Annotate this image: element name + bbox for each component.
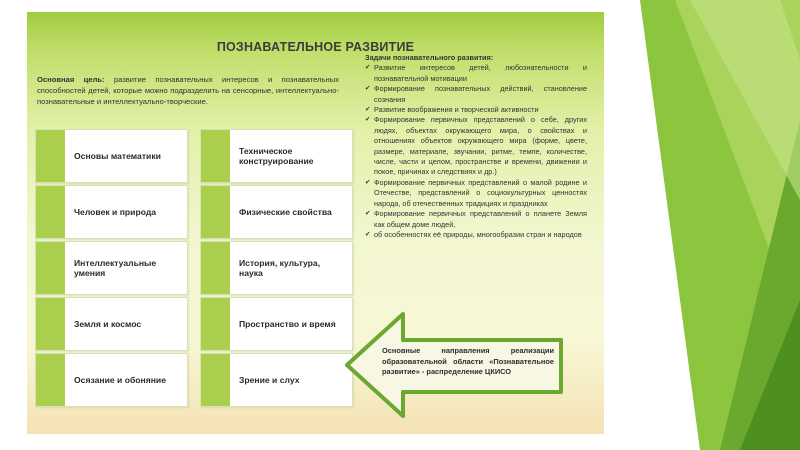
card-stripe (36, 354, 65, 406)
card-label: Осязание и обоняние (74, 374, 166, 385)
tasks-list (365, 63, 587, 240)
card-stripe (36, 298, 65, 350)
card-stripe (201, 186, 230, 238)
card-stripe (201, 242, 230, 294)
card-earth-space (35, 297, 188, 351)
card-space-time (200, 297, 353, 351)
card-label: Зрение и слух (239, 374, 300, 385)
card-physical-properties (200, 185, 353, 239)
card-stripe (36, 130, 65, 182)
tasks-block (365, 53, 587, 240)
card-human-nature (35, 185, 188, 239)
card-tech-construction (200, 129, 353, 183)
card-label: Интеллектуальные умения (74, 257, 157, 278)
card-label: Физические свойства (239, 206, 332, 217)
card-stripe (36, 186, 65, 238)
task-item: ✔ Развитие интересов детей, любознательности и познавательной мотивации (365, 63, 587, 84)
task-item: ✔ Формирование познавательных действий, становление сознания (365, 84, 587, 105)
goal-description: развитие познавательных интересов и познавательных способностей детей, которые можно подразделить на сенсорные, интеллектуально-познавательные и интеллектуально-творческие. (37, 75, 339, 107)
card-stripe (201, 298, 230, 350)
card-label: Земля и космос (74, 318, 142, 329)
card-intellectual (35, 241, 188, 295)
card-label: История, культура, наука (239, 257, 321, 278)
card-history-culture (200, 241, 353, 295)
task-item: ✔ об особенностях её природы, многообразии стран и народов (365, 230, 587, 240)
card-math (35, 129, 188, 183)
decorative-background-shapes (580, 0, 800, 450)
task-item: ✔ Формирование первичных представлений о себе, других людях, объектах окружающего мира, о свойствах и отношениях объектов окружающего мира (форме, цвете, размере, материале, звучании, ритме, темпе, количестве, числе, части и целом, пространстве и времени, движении и покое, причинах и следствиях и др.) (365, 115, 587, 177)
card-stripe (201, 130, 230, 182)
card-label: Основы математики (74, 150, 161, 161)
slide-title: ПОЗНАВАТЕЛЬНОЕ РАЗВИТИЕ (216, 40, 415, 54)
card-stripe (201, 354, 230, 406)
card-label: Пространство и время (239, 318, 336, 329)
card-label: Техническое конструирование (239, 145, 314, 166)
task-item: ✔ Формирование первичных представлений о планете Земля как общем доме людей, (365, 209, 587, 230)
goal-label: Основная цель: (37, 75, 105, 84)
card-stripe (36, 242, 65, 294)
task-item: ✔ Формирование первичных представлений о малой родине и Отечестве, представлений о социокультурных ценностях народа, об отечественных традициях и праздниках (365, 178, 587, 209)
task-item: ✔ Развитие воображения и творческой активности (365, 105, 587, 115)
goal-text (37, 74, 339, 108)
card-label: Человек и природа (74, 206, 157, 217)
tasks-heading: Задачи познавательного развития: (365, 53, 494, 62)
card-sight-hearing (200, 353, 353, 407)
card-touch-smell (35, 353, 188, 407)
arrow-text: Основные направления реализации образовательной области «Познавательное развитие» - распределение ЦКИСО (382, 346, 554, 377)
